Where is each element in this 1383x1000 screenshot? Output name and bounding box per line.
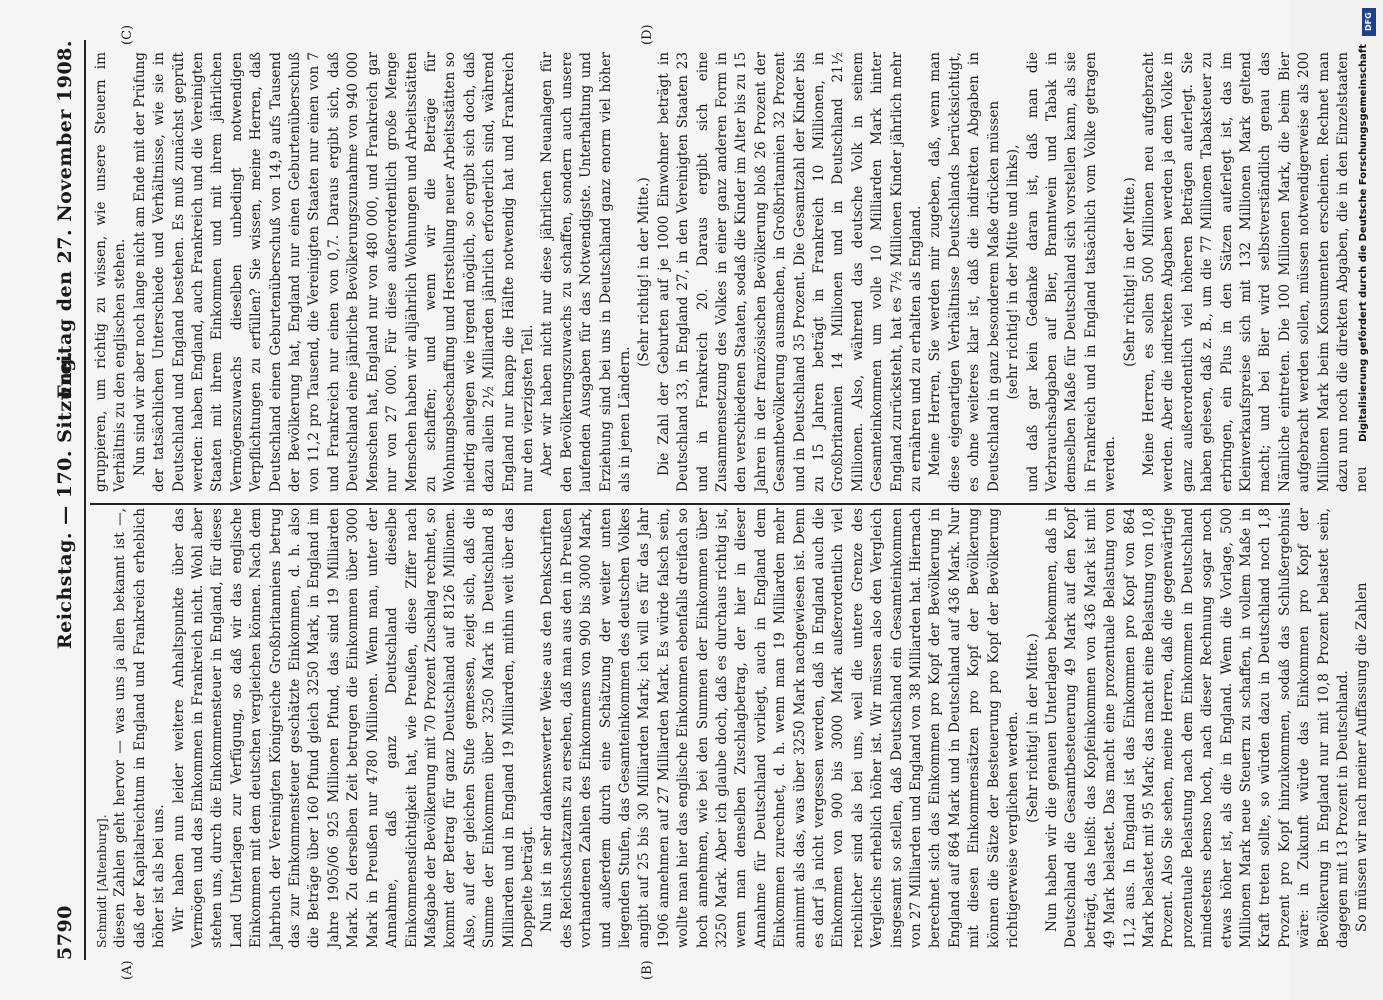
page-header xyxy=(54,40,80,960)
dfg-logo: DFG xyxy=(1362,8,1376,36)
session-date: Freitag den 27. November 1908. xyxy=(54,40,76,399)
paragraph: So müssen wir nach meiner Auffassung die Zahlen xyxy=(1354,582,1371,932)
left-column xyxy=(92,508,1371,948)
interjection: (sehr richtig! in der Mitte und links), xyxy=(1005,144,1022,400)
paragraph: Nun haben wir die genauen Unterlagen bekommen, daß in Deutschland die Gesamtbesteuerung 49 Mark auf den Kopf beträgt, das heißt: das Kopfeinkommen von 436 Mark ist mit 49 Mark belastet. Das macht eine prozentuale Belastung von 11,2 aus. In England ist das Einkommen pro Kopf von 864 Mark belastet mit 95 Mark; das macht eine Belastung von 10,8 Prozent. Also Sie sehen, meine Herren, daß die gegenwärtige prozentuale Belastung nach dem Einkommen in Deutschland mindestens ebenso hoch, nach dieser Rechnung sogar noch etwas höher ist, als die in England. Wenn die Vorlage, 500 Millionen Mark neue Steuern zu schaffen, in vollem Maße in Kraft treten sollte, so würden dazu in Deutschland noch 1,8 Prozent pro Kopf hinzukommen, sodaß das Schlußergebnis wäre: in Zukunft würde das Einkommen pro Kopf der Bevölkerung in England nur mit 10,8 Prozent belastet sein, dagegen mit 13 Prozent in Deutschland. xyxy=(1043,508,1351,948)
margin-marker-b: (B) xyxy=(640,960,655,980)
page-number: 5790 xyxy=(54,905,76,960)
paragraph: Aber wir haben nicht nur diese jährlichen Neuanlagen für den Bevölkerungszuwachs zu schaffen, sondern auch unsere laufenden Ausgaben für das Notwendigste. Unterhaltung und Erziehung sind bei uns in Deutschland ganz enorm viel höher als in jenen Ländern. xyxy=(539,52,633,492)
margin-marker-a: (A) xyxy=(120,960,135,980)
paragraph: Wir haben nun leider weitere Anhaltspunkte über das Vermögen und das Einkommen in Frankreich nicht. Wohl aber stehen uns, durch die Einkommensteuer in England, für dieses Land Unterlagen zur Verfügung, so daß wir das englische Einkommen mit dem deutschen vergleichen können. Nach dem Jahrbuch der Vereinigten Königreiche Großbritanniens betrug das zur Einkommensteuer geschätzte Einkommen, d. h. also die Beträge über 160 Pfund gleich 3250 Mark, in England im Jahre 1905/06 925 Millionen Pfund, das sind 19 Milliarden Mark. Zu derselben Zeit betrugen die Einkommen über 3000 Mark in Preußen nur 4780 Millionen. Wenn man, unter der Annahme, daß ganz Deutschland dieselbe Einkommensdichtigkeit hat, wie Preußen, diese Ziffer nach Maßgabe der Bevölkerung mit 70 Prozent Zuschlag rechnet, so kommt der Betrag für ganz Deutschland auf 8126 Millionen. Also, auf der gleichen Stufe gemessen, zeigt sich, daß die Summe der Einkommen über 3250 Mark in Deutschland 8 Milliarden und in England 19 Milliarden, mithin weit über das Doppelte beträgt. xyxy=(170,508,536,948)
digitization-credit xyxy=(1358,44,1376,764)
paragraph: Nun sind wir aber noch lange nicht am Ende mit der Prüfung der tatsächlichen Unterschiede und Verhältnisse, wie sie in Deutschland und England bestehen. Es muß zunächst geprüft werden: haben England, auch Frankreich und die Vereinigten Staaten mit ihrem Einkommen und mit ihrem jährlichen Vermögenszuwachs dieselben unbedingt notwendigen Verpflichtungen zu erfüllen? Sie wissen, meine Herren, daß Deutschland einen Geburtenüberschuß von 14,9 aufs Tausend der Bevölkerung hat, England nur einen Geburtenüberschuß von 11,2 pro Tausend, die Vereinigten Staaten nur einen von 7 und Frankreich nur einen von 0,7. Daraus ergibt sich, daß Deutschland eine jährliche Bevölkerungszunahme von 940 000 Menschen hat, England nur von 480 000, und Frankreich gar nur von 27 000. Für diese außerordentlich große Menge Menschen haben wir alljährlich Wohnungen und Arbeitsstätten zu schaffen; und wenn wir die Beträge für Wohnungsbeschaffung und Herstellung neuer Arbeitsstätten so niedrig anlegen wie irgend möglich, so ergibt sich doch, daß dazu allein 2½ Milliarden jährlich erforderlich sind, während England nur knapp die Hälfte notwendig hat und Frankreich nur den vierzigsten Teil. xyxy=(131,52,536,492)
paragraph: und daß gar kein Gedanke daran ist, daß man die Verbrauchsabgaben auf Bier, Branntwein und Tabak in demselben Maße für Deutschland sich vorstellen kann, als sie in Frankreich und in England tatsächlich vom Volke getragen werden. xyxy=(1024,52,1119,492)
paragraph: Meine Herren, Sie werden mir zugeben, daß, wenn man diese eigenartigen Verhältnisse Deutschlands berücksichtigt, es ohne weiteres klar ist, daß die indirekten Abgaben in Deutschland in ganz besonderem Maße drücken müssen xyxy=(927,52,1002,492)
paragraph: Nun ist in sehr dankenswerter Weise aus den Denkschriften des Reichsschatzamts zu ersehen, daß man aus den in Preußen vorhandenen Zahlen des Einkommens von 900 bis 3000 Mark, und außerdem durch eine Schätzung der weiter unten liegenden Stufen, das Gesamteinkommen des deutschen Volkes angibt auf 25 bis 30 Milliarden Mark; ich will es für das Jahr 1906 annehmen auf 27 Milliarden Mark. Es würde falsch sein, wollte man hier das englische Einkommen ebenfalls dreifach so hoch annehmen, wie bei den Summen der Einkommen über 3250 Mark. Aber ich glaube doch, daß es durchaus richtig ist, wenn man denselben Zuschlagbetrag, der hier in dieser Annahme für Deutschland vorliegt, auch in England dem Einkommen zurechnet, d. h. wenn man 19 Milliarden mehr annimmt als das, was über 3250 Mark nachgewiesen ist. Denn es darf ja nicht vergessen werden, daß in England auch die Einkommen von 900 bis 3000 Mark außerordentlich viel reichlicher sind als bei uns, weil die untere Grenze des Vergleichs erheblich höher ist. Wir müssen also den Vergleich insgesamt so stellen, daß Deutschland ein Gesamteinkommen von 27 Milliarden und England von 38 Milliarden hat. Hiernach berechnet sich das Einkommen pro Kopf der Bevölkerung in England auf 864 Mark und in Deutschland auf 436 Mark. Nur mit diesen Einkommensätzen pro Kopf der Bevölkerung können die Sätze der Besteuerung pro Kopf der Bevölkerung richtigerweise verglichen werden. xyxy=(539,508,1022,948)
margin-marker-d: (D) xyxy=(640,24,655,45)
interjection: (Sehr richtig! in der Mitte.) xyxy=(1024,633,1041,823)
credit-text: Digitalisierung gefördert durch die Deutsche Forschungsgemeinschaft xyxy=(1358,44,1369,442)
paragraph: Die Zahl der Geburten auf je 1000 Einwohner beträgt in Deutschland 33, in England 27, in den Vereinigten Staaten 23 und in Frankreich 20. Daraus ergibt sich eine Zusammensetzung des Volkes in einer ganz anderen Form in den verschiedenen Staaten, sodaß die Kinder im Alter bis zu 15 Jahren in der französischen Bevölkerung bloß 26 Prozent der Gesamtbevölkerung ausmachen, in Großbritannien 32 Prozent und in Deutschland 35 Prozent. Die Gesamtzahl der Kinder bis zu 15 Jahren beträgt in Frankreich 10 Millionen, in Großbritannien 14 Millionen und in Deutschland 21½ Millionen. Also, während das deutsche Volk in seinem Gesamteinkommen um volle 10 Milliarden Mark hinter England zurücksteht, hat es 7½ Millionen Kinder jährlich mehr zu ernähren und zu erhalten als England. xyxy=(655,52,925,492)
column-divider xyxy=(90,503,1290,505)
paragraph: Meine Herren, es sollen 500 Millionen neu aufgebracht werden. Aber die indirekten Abgaben werden ja dem Volke in ganz außerordentlich viel höheren Beträgen auferlegt. Sie haben gelesen, daß z. B., um die 77 Millionen Tabaksteuer zu erbringen, ein Plus in den Sätzen auferlegt ist, das im Kleinverkaufspreise sich mit 132 Millionen Mark geltend macht; und bei Bier wird selbstverständlich genau das Nämliche eintreten. Die 100 Millionen Mark, die beim Bier aufgebracht werden sollen, müssen notwendigerweise als 200 Millionen Mark beim Konsumenten erscheinen. Rechnet man dazu nun noch die direkten Abgaben, die in den Einzelstaaten neu xyxy=(1140,52,1371,492)
margin-marker-c: (C) xyxy=(120,24,135,45)
paragraph: diesen Zahlen geht hervor — was uns ja allen bekannt ist —, daß der Kapitalreichtum in England und Frankreich erheblich höher ist als bei uns. xyxy=(112,508,168,948)
speaker-name: Schmidt [Altenburg]. xyxy=(94,814,109,948)
interjection: (Sehr richtig! in der Mitte.) xyxy=(1121,177,1138,367)
paragraph: gruppieren, um richtig zu wissen, wie unsere Steuern im Verhältnis zu den englischen stehen. xyxy=(93,52,129,492)
interjection: (Sehr richtig! in der Mitte.) xyxy=(636,177,653,367)
header-rule xyxy=(84,40,86,960)
session-title: Reichstag. — 170. Sitzung. xyxy=(54,350,76,650)
